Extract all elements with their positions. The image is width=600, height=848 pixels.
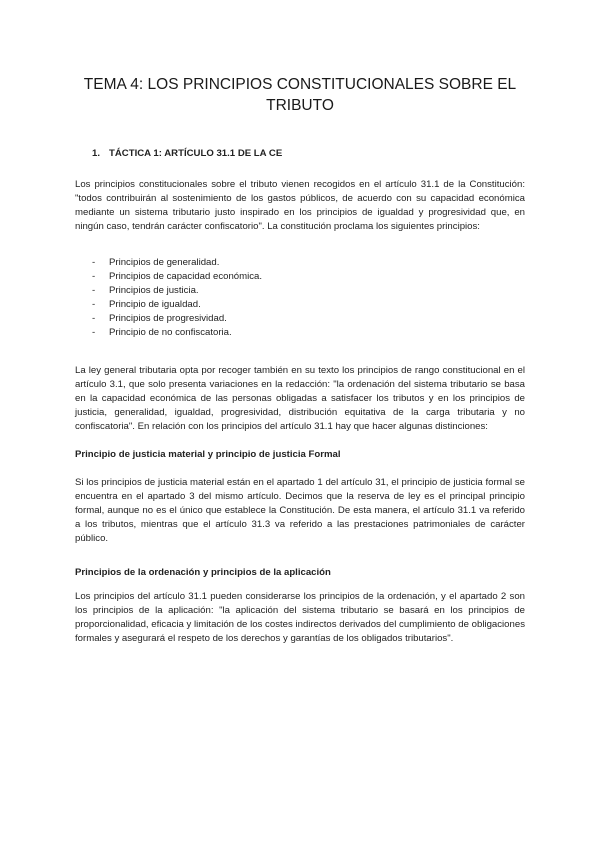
paragraph-justicia: Si los principios de justicia material están en el apartado 1 del artículo 31, el principio de justicia formal se encuentra en el apartado 3 del mismo artículo. Decimos que la reserva de ley es el principal principio formal, aunque no es el único que establece la Constitución. De esta manera, el artículo 31.1 va referido a los tributos, mientras que el artículo 31.3 va referido a las prestaciones patrimoniales de carácter público. [75,477,525,544]
paragraph-lgt: La ley general tributaria opta por recoger también en su texto los principios de rango constitucional en el artículo 3.1, que solo presenta variaciones en la redacción: "la ordenación del sistema tributario se basa en la capacidad económica de las personas obligadas a satisfacer los tributos y en los principios de justicia, generalidad, igualdad, progresividad, distribución equitativa de la carga tributaria y no confiscatoria". En relación con los principios del artículo 31.1 hay que hacer algunas distinciones: [75,365,525,432]
list-item: - Principios de progresividad. [92,313,227,324]
section-label: TÁCTICA 1: ARTÍCULO 31.1 DE LA CE [109,148,283,159]
page-title: TEMA 4: LOS PRINCIPIOS CONSTITUCIONALES SOBRE EL TRIBUTO [83,76,517,114]
section-heading [92,147,525,161]
subheading-ordenacion: Principios de la ordenación y principios de la aplicación [75,567,331,578]
list-item: - Principios de generalidad. [92,257,220,268]
subheading-justicia: Principio de justicia material y principio de justicia Formal [75,449,341,460]
list-item: - Principios de justicia. [92,285,199,296]
paragraph-ordenacion: Los principios del artículo 31.1 pueden considerarse los principios de la ordenación, y el apartado 2 son los principios de la aplicación: "la aplicación del sistema tributario se basará en los principios de proporcionalidad, eficacia y limitación de los costes indirectos derivados del cumplimiento de obligaciones formales y asegurará el respeto de los derechos y garantías de los obligados tributarios". [75,591,525,644]
section-number: 1. [92,148,101,159]
list-item: - Principio de igualdad. [92,299,201,310]
list-item: - Principio de no confiscatoria. [92,327,232,338]
paragraph-intro: Los principios constitucionales sobre el tributo vienen recogidos en el artículo 31.1 de la Constitución: "todos contribuirán al sostenimiento de los gastos públicos, de acuerdo con su capacidad económica mediante un sistema tributario justo inspirado en los principios de igualdad y progresividad que, en ningún caso, tendrán carácter confiscatorio". La constitución proclama los siguientes principios: [75,179,525,232]
principles-list [75,256,525,340]
document-page [75,0,525,686]
list-item: - Principios de capacidad económica. [92,271,263,282]
